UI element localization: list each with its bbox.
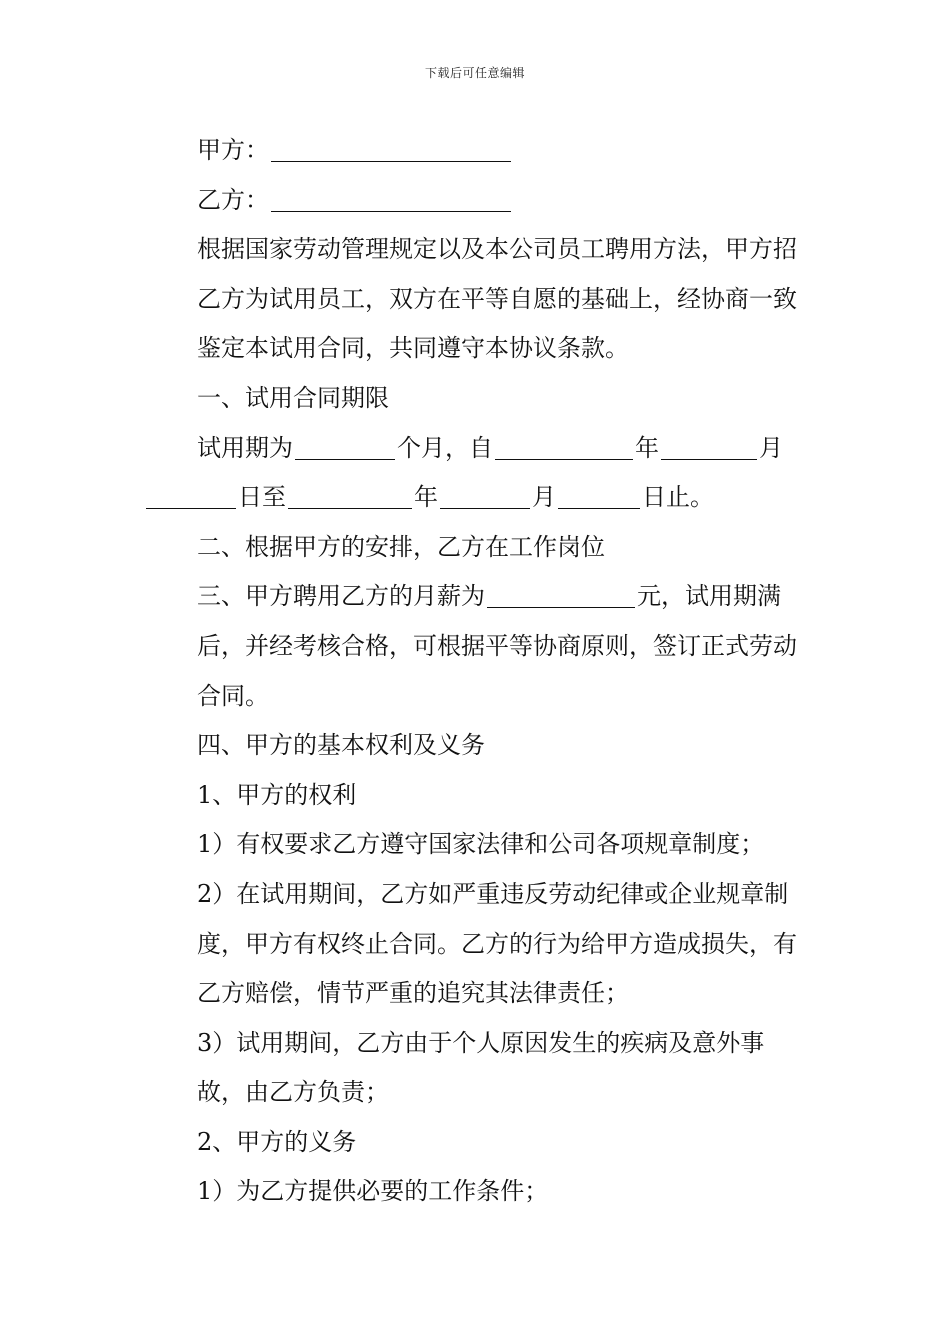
- party-a-blank: [271, 133, 511, 162]
- page-header-note: 下载后可任意编辑: [424, 66, 525, 80]
- intro-paragraph: 根据国家劳动管理规定以及本公司员工聘用方法，甲方招乙方为试用员工，双方在平等自愿的基础上，经协商一致鉴定本试用合同，共同遵守本协议条款。: [197, 235, 797, 363]
- party-a-label: 甲方：: [197, 136, 269, 164]
- trial-text-2: 个月，自: [397, 433, 493, 462]
- duty-item-1: 1）为乙方提供必要的工作条件；: [197, 1177, 549, 1206]
- party-b-label: 乙方：: [197, 185, 269, 214]
- trial-text-1: 试用期为: [197, 433, 293, 462]
- trial-text-7: 月: [532, 483, 556, 512]
- salary-text-2: 元，试用期满后，并经考核合格，可根据平等协商原则，签订正式劳动合同。: [197, 582, 797, 710]
- start-year-blank: [495, 431, 633, 460]
- trial-text-5: 日至: [238, 483, 286, 512]
- rights-title: 1、甲方的权利: [197, 780, 357, 809]
- party-b-blank: [271, 183, 511, 212]
- trial-text-8: 日止。: [642, 483, 714, 512]
- duties-title: 2、甲方的义务: [197, 1127, 357, 1156]
- party-b-line: [146, 176, 806, 226]
- right-item-1: 1）有权要求乙方遵守国家法律和公司各项规章制度；: [197, 830, 765, 859]
- section-2-title: 二、根据甲方的安排，乙方在工作岗位: [197, 532, 605, 561]
- end-day-blank: [558, 480, 640, 509]
- trial-text-4: 月: [759, 433, 783, 462]
- right-item-3: 3）试用期间，乙方由于个人原因发生的疾病及意外事故，由乙方负责；: [197, 1028, 765, 1107]
- salary-paragraph: [146, 572, 806, 721]
- trial-text-3: 年: [635, 433, 659, 462]
- contract-body: [146, 126, 806, 1217]
- months-blank: [295, 431, 395, 460]
- trial-period-paragraph: [146, 424, 806, 523]
- section-4-title: 四、甲方的基本权利及义务: [197, 731, 485, 760]
- end-year-blank: [288, 480, 412, 509]
- section-1-title: 一、试用合同期限: [197, 383, 389, 412]
- trial-text-6: 年: [414, 483, 438, 512]
- party-a-line: [146, 126, 806, 176]
- salary-blank: [487, 579, 635, 608]
- start-month-blank: [661, 431, 757, 460]
- end-month-blank: [440, 480, 530, 509]
- right-item-2: 2）在试用期间，乙方如严重违反劳动纪律或企业规章制度，甲方有权终止合同。乙方的行为给甲方造成损失，有乙方赔偿，情节严重的追究其法律责任；: [197, 879, 797, 1008]
- salary-text-1: 三、甲方聘用乙方的月薪为: [197, 582, 485, 611]
- start-day-blank: [146, 480, 236, 509]
